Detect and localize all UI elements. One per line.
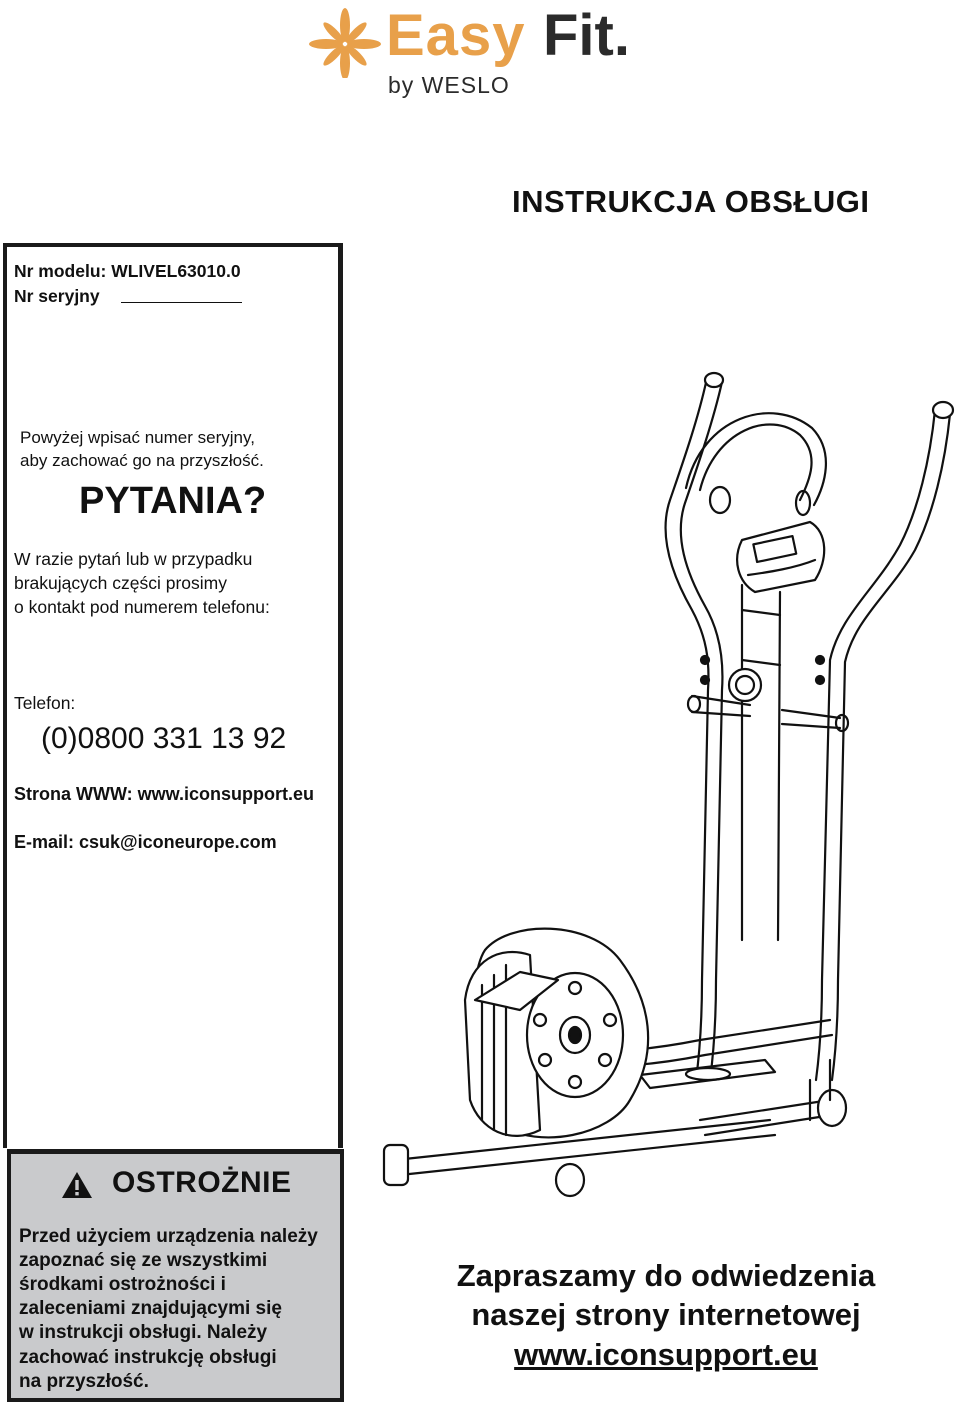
- caution-text-line: zaleceniami znajdującymi się: [19, 1298, 282, 1319]
- caution-text-line: Przed użyciem urządzenia należy: [19, 1226, 318, 1247]
- logo-fit-text: Fit.: [543, 3, 630, 68]
- model-number: Nr modelu: WLIVEL63010.0: [14, 261, 241, 281]
- support-website-link[interactable]: www.iconsupport.eu: [514, 1337, 818, 1372]
- invite-text-line: Zapraszamy do odwiedzenia: [456, 1258, 876, 1293]
- phone-number: (0)0800 331 13 92: [41, 722, 287, 755]
- warning-triangle-icon: [60, 1170, 94, 1200]
- elliptical-trainer-icon: [370, 360, 955, 1210]
- email-line: E-mail: csuk@iconeurope.com: [14, 832, 277, 852]
- caution-title: OSTROŻNIE: [112, 1166, 292, 1199]
- caution-text-line: środkami ostrożności i: [19, 1274, 226, 1295]
- questions-text-line: o kontakt pod numerem telefonu:: [14, 597, 270, 617]
- questions-text-line: brakujących części prosimy: [14, 573, 227, 593]
- star-flower-icon: [308, 6, 382, 78]
- logo-byline: by WESLO: [388, 72, 510, 98]
- serial-note-line: Powyżej wpisać numer seryjny,: [20, 428, 255, 447]
- logo-easy-text: Easy: [386, 3, 526, 68]
- serial-number-label: Nr seryjny: [14, 286, 100, 306]
- caution-text-line: zachować instrukcję obsługi: [19, 1347, 277, 1368]
- invite-text-line: naszej strony internetowej: [471, 1297, 861, 1332]
- serial-note-line: aby zachować go na przyszłość.: [20, 451, 264, 470]
- document-title: INSTRUKCJA OBSŁUGI: [512, 184, 870, 219]
- brand-logo: [300, 0, 660, 110]
- website-line: Strona WWW: www.iconsupport.eu: [14, 784, 314, 804]
- caution-text-line: na przyszłość.: [19, 1371, 149, 1392]
- questions-text-line: W razie pytań lub w przypadku: [14, 549, 253, 569]
- serial-number-blank: [121, 302, 242, 303]
- caution-text-line: zapoznać się ze wszystkimi: [19, 1250, 268, 1271]
- questions-heading: PYTANIA?: [79, 480, 267, 522]
- phone-label: Telefon:: [14, 693, 76, 713]
- caution-text-line: w instrukcji obsługi. Należy: [19, 1322, 268, 1343]
